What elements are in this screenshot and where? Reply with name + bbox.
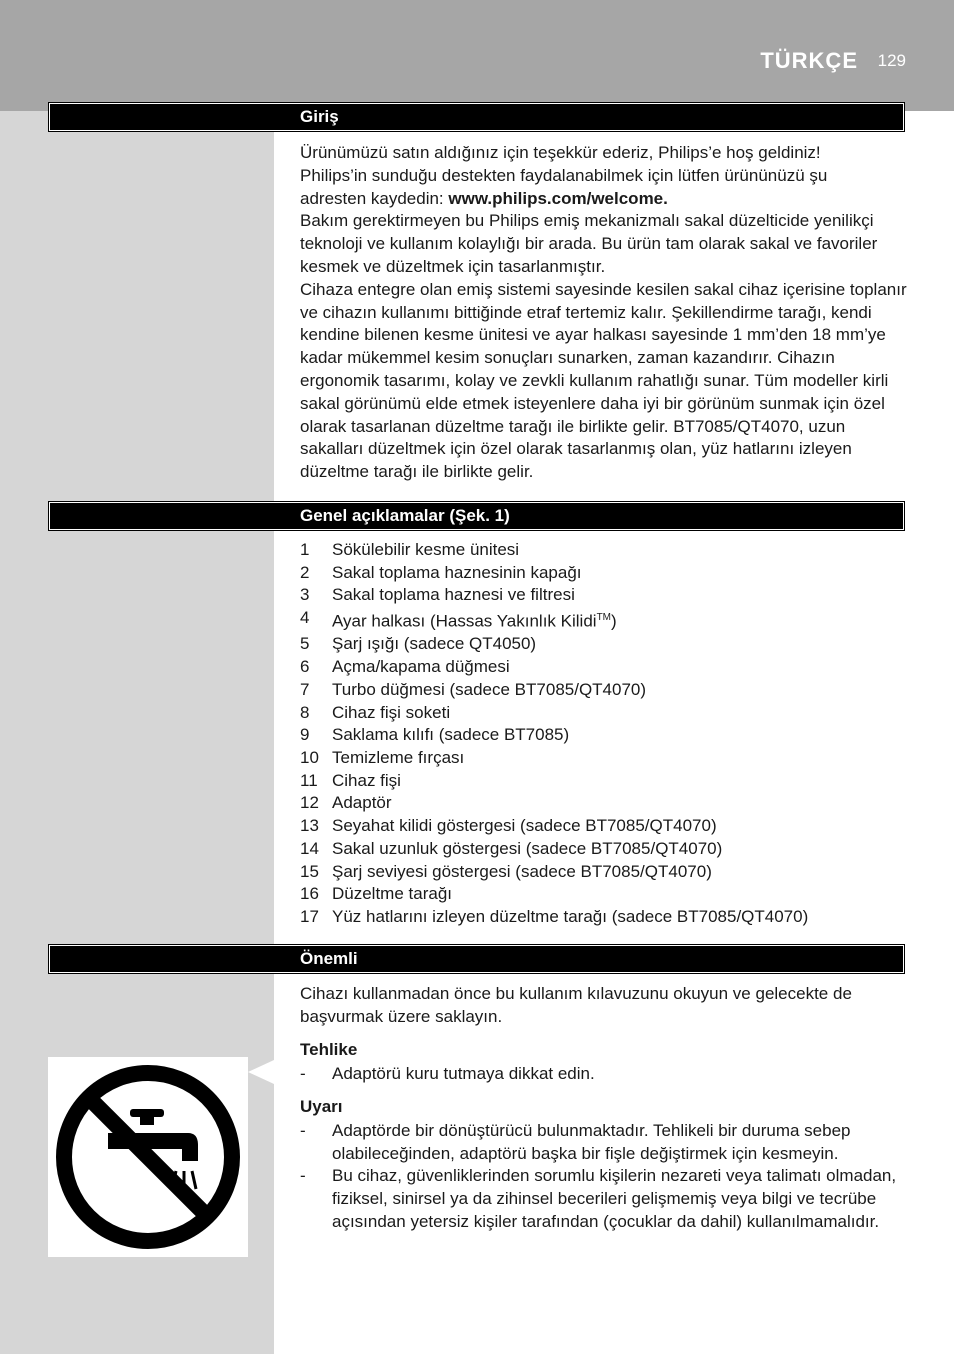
list-item (300, 792, 900, 815)
list-item-text: Adaptörü kuru tutmaya dikkat edin. (332, 1064, 595, 1083)
list-item-label: Sakal uzunluk göstergesi (sadece BT7085/QT4070) (332, 838, 723, 858)
list-item-number: 10 (300, 747, 319, 767)
list-item (300, 724, 900, 747)
philips-welcome-link[interactable]: www.philips.com/welcome. (448, 188, 668, 208)
list-item-label: Turbo düğmesi (sadece BT7085/QT4070) (332, 679, 647, 699)
list-item (300, 815, 900, 838)
list-item-text (332, 679, 646, 702)
list-item-text (332, 838, 722, 861)
list-item-label: Şarj ışığı (sadece QT4050) (332, 634, 537, 654)
danger-list (300, 1063, 900, 1086)
list-item-label: Seyahat kilidi göstergesi (sadece BT7085/QT4070) (332, 816, 717, 836)
list-item-label: Düzeltme tarağı (332, 884, 452, 904)
list-item-number: 2 (300, 562, 310, 582)
list-item (300, 1063, 900, 1086)
no-water-tap-icon (48, 1057, 248, 1257)
list-item-number: 16 (300, 884, 319, 904)
list-item-number: 11 (300, 770, 318, 790)
intro-paragraph: Bakım gerektirmeyen bu Philips emiş mekanizmalı sakal düzelticide yenilikçi teknoloji ve kullanım kolaylığı bir arada. Bu ürün tam olarak sakal ve favoriler kesmek ve düzeltmek için tasarlanmıştır. (300, 211, 878, 276)
icon-pointer (248, 1060, 274, 1084)
warning-list (300, 1120, 900, 1234)
danger-heading: Tehlike (300, 1040, 358, 1059)
section-title: Genel açıklamalar (Şek. 1) (300, 506, 510, 525)
warning-heading: Uyarı (300, 1097, 343, 1116)
list-item (300, 562, 900, 585)
list-item-text (332, 906, 808, 929)
list-item-label: Sökülebilir kesme ünitesi (332, 540, 520, 559)
warning-icon-box (48, 1057, 248, 1257)
list-item-text (332, 562, 582, 585)
list-item-text: Adaptörde bir dönüştürücü bulunmaktadır. Tehlikeli bir duruma sebep olabileceğinden, adaptörü başka bir fişle değiştirmek için kesmeyin. (332, 1121, 851, 1163)
list-item-label: Yüz hatlarını izleyen düzeltme tarağı (sadece BT7085/QT4070) (332, 906, 809, 926)
list-item-label: Adaptör (332, 793, 392, 813)
list-item-number: 13 (300, 816, 319, 836)
list-item (300, 861, 900, 884)
list-item-label: Sakal toplama haznesinin kapağı (332, 562, 582, 582)
list-item-number: 12 (300, 793, 319, 813)
section-header-intro (48, 102, 905, 132)
list-item-text (332, 584, 575, 607)
list-item-text (332, 770, 401, 793)
list-item-label: Açma/kapama düğmesi (332, 657, 510, 677)
intro-line: Philips’in sunduğu destekten faydalanabilmek için lütfen ürününüzü şu (300, 165, 828, 185)
list-item-text (332, 815, 717, 838)
list-item-number: 15 (300, 861, 319, 881)
language-title: TÜRKÇE (760, 48, 858, 73)
list-item-label: Cihaz fişi (332, 770, 401, 790)
list-item-suffix: ) (611, 611, 617, 631)
list-item (300, 883, 900, 906)
overview-list (300, 539, 900, 929)
list-item (300, 633, 900, 656)
section-title: Giriş (300, 107, 339, 126)
list-item-number: 14 (300, 838, 319, 858)
list-item (300, 1120, 900, 1165)
list-item (300, 906, 900, 929)
list-item-label: Temizleme fırçası (332, 747, 465, 767)
list-item-text (332, 792, 392, 815)
list-item-number: 8 (300, 702, 310, 722)
list-item-number: 17 (300, 906, 319, 926)
dash-bullet: - (300, 1121, 306, 1140)
list-item (300, 679, 900, 702)
list-item-label: Cihaz fişi soketi (332, 702, 451, 722)
list-item-number: 9 (300, 725, 310, 745)
list-item-text (332, 747, 464, 770)
list-item (300, 702, 900, 725)
list-item-text (332, 656, 510, 679)
list-item (300, 1165, 900, 1233)
list-item (300, 770, 900, 793)
list-item (300, 539, 900, 562)
important-intro: Cihazı kullanmadan önce bu kullanım kılavuzunu okuyun ve gelecekte de başvurmak üzere saklayın. (300, 984, 852, 1026)
list-item-text (332, 607, 617, 633)
list-item-text (332, 539, 519, 562)
list-item-text: Bu cihaz, güvenliklerinden sorumlu kişilerin nezareti veya talimatı olmadan, fiziksel, sinirsel ya da zihinsel becerileri gelişmemiş veya bilgi ve tecrübe açısından yetersiz kişiler tarafından (çocuklar da dahil) kullanılmamalıdır. (332, 1166, 897, 1231)
intro-line-prefix: adresten kaydedin: (300, 188, 449, 208)
section-header-overview (48, 501, 905, 531)
intro-paragraph: Cihaza entegre olan emiş sistemi sayesinde kesilen sakal cihaz içerisine toplanır ve cihazın kullanımı bittiğinde etraf tertemiz kalır. Şekillendirme tarağı, kendi kendine bilenen kesme ünitesi ve ayar halkası sayesinde 1 mm’den 18 mm’ye kadar mükemmel kesim sonuçları sunarken, zaman kazandırır. Cihazın ergonomik tasarımı, kolay ve zevkli kullanım rahatlığı sunar. Tüm modeller kirli sakal görünümü elde etmek isteyenlere daha iyi bir görünüm sunmak için özel olarak tasarlanan düzeltme tarağı ile birlikte gelir. BT7085/QT4070, uzun sakalları düzeltmek için özel olarak tasarlanmış olan, yüz hatlarını izleyen düzeltme tarağı ile birlikte gelir. (300, 279, 907, 482)
section-header-important (48, 944, 905, 974)
list-item-label: Şarj seviyesi göstergesi (sadece BT7085/QT4070) (332, 861, 712, 881)
list-item-text (332, 633, 536, 656)
list-item (300, 584, 900, 607)
section-title: Önemli (300, 949, 358, 968)
trademark-sup: TM (596, 612, 612, 624)
list-item-number: 6 (300, 657, 310, 677)
dash-bullet: - (300, 1064, 306, 1083)
list-item-text (332, 724, 569, 747)
intro-text (300, 142, 912, 484)
list-item-number: 4 (300, 608, 310, 628)
list-item-label: Saklama kılıfı (sadece BT7085) (332, 725, 570, 745)
dash-bullet: - (300, 1166, 306, 1186)
list-item-label: Sakal toplama haznesi ve filtresi (332, 585, 575, 605)
intro-line (300, 188, 912, 211)
list-item-number: 3 (300, 585, 310, 605)
page-number: 129 (877, 51, 906, 70)
list-item-label: Ayar halkası (Hassas Yakınlık Kilidi (332, 611, 597, 631)
list-item (300, 838, 900, 861)
list-item-text (332, 883, 452, 906)
list-item-number: 1 (300, 540, 310, 559)
list-item-number: 5 (300, 634, 310, 654)
intro-line: Ürünümüzü satın aldığınız için teşekkür ederiz, Philips’e hoş geldiniz! (300, 143, 821, 162)
list-item (300, 747, 900, 770)
list-item-text (332, 702, 450, 725)
list-item (300, 656, 900, 679)
list-item (300, 607, 900, 633)
list-item-number: 7 (300, 679, 310, 699)
list-item-text (332, 861, 712, 884)
